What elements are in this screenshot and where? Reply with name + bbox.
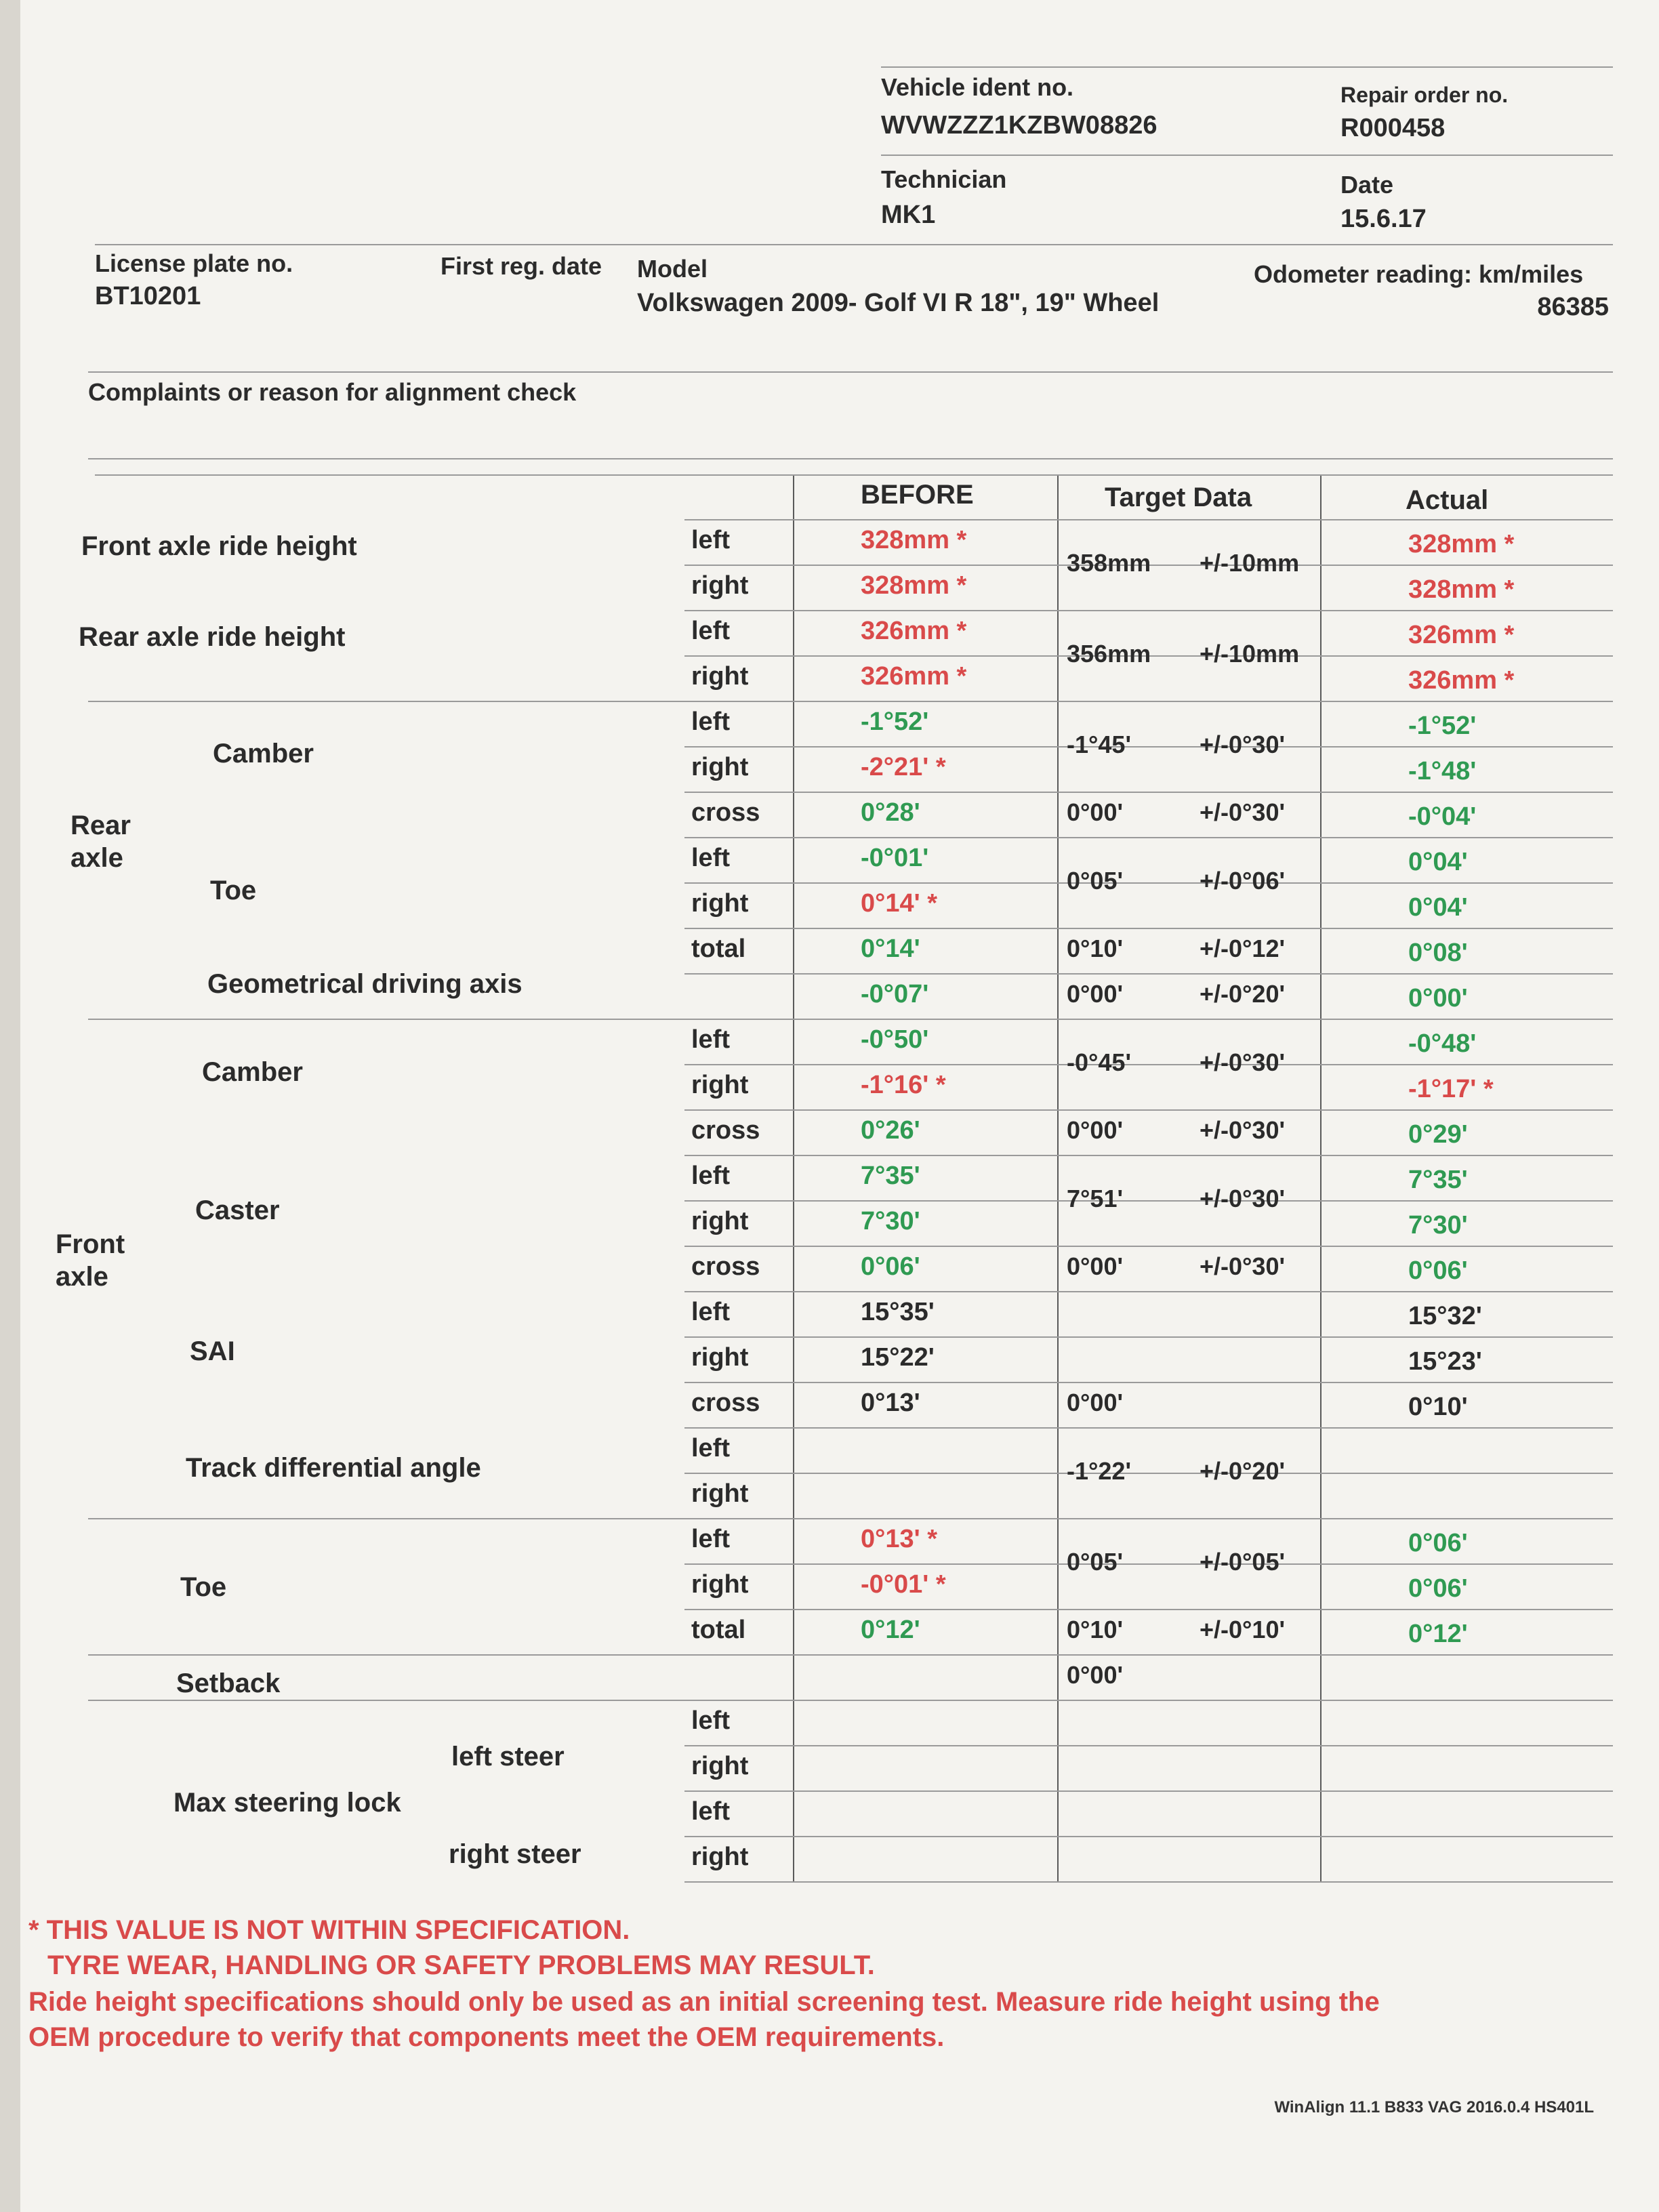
target-value: 0°10' [1067, 1616, 1124, 1643]
actual-value: 328mm * [1408, 575, 1515, 604]
odometer-value: 86385 [1537, 293, 1609, 321]
target-tolerance: +/-10mm [1200, 548, 1300, 577]
table-row-divider [684, 1336, 1613, 1338]
row-side-label: cross [691, 1389, 760, 1417]
actual-value: -1°48' [1408, 757, 1477, 785]
track-differential-angle-label: Track differential angle [186, 1453, 481, 1483]
actual-value: 326mm * [1408, 666, 1515, 695]
footer-warning-2: TYRE WEAR, HANDLING OR SAFETY PROBLEMS MAY RESULT. [47, 1950, 875, 1980]
before-value: 328mm * [861, 526, 967, 554]
before-value: -1°52' [861, 708, 929, 736]
left-steer-label: left steer [451, 1742, 565, 1771]
before-value: 328mm * [861, 571, 967, 600]
actual-value: 0°06' [1408, 1256, 1468, 1285]
target-value: 0°00' [1067, 1389, 1124, 1416]
actual-value: 0°08' [1408, 939, 1468, 967]
rear-axle-label-1: Rear [70, 811, 131, 840]
actual-value: 0°00' [1408, 984, 1468, 1012]
row-side-label: cross [691, 1252, 760, 1281]
row-side-label: left [691, 617, 730, 645]
actual-value: 0°29' [1408, 1120, 1468, 1149]
table-group-divider [88, 1700, 1613, 1701]
actual-value: 7°35' [1408, 1166, 1468, 1194]
target-value: 0°00' [1067, 980, 1124, 1008]
before-value: 0°06' [861, 1252, 920, 1281]
table-row-divider [684, 746, 1613, 747]
actual-value: 0°04' [1408, 893, 1468, 922]
target-column-header: Target Data [1105, 483, 1252, 512]
table-column-divider [1057, 474, 1059, 1881]
actual-value: 0°12' [1408, 1620, 1468, 1648]
row-side-label: cross [691, 1116, 760, 1145]
before-value: -0°01' [861, 844, 929, 872]
row-side-label: cross [691, 798, 760, 827]
table-row-divider [684, 1563, 1613, 1565]
footer-warning-1: * THIS VALUE IS NOT WITHIN SPECIFICATION. [28, 1915, 630, 1945]
table-row-divider [684, 1427, 1613, 1429]
target-value: 358mm [1067, 548, 1151, 577]
header-rule [881, 155, 1613, 156]
first-reg-label: First reg. date [441, 252, 602, 280]
before-value: -1°16' * [861, 1071, 946, 1099]
before-column-header: BEFORE [861, 480, 974, 510]
technician-value: MK1 [881, 201, 936, 229]
before-value: -0°01' * [861, 1570, 946, 1599]
actual-value: 0°04' [1408, 848, 1468, 876]
header-rule [88, 371, 1613, 373]
actual-value: 326mm * [1408, 621, 1515, 649]
before-value: 7°35' [861, 1162, 920, 1190]
target-value: -1°45' [1067, 730, 1132, 758]
header-rule [95, 244, 1613, 245]
target-tolerance: +/-0°20' [1200, 1456, 1286, 1485]
table-group-divider [88, 1654, 1613, 1656]
actual-value: -0°04' [1408, 802, 1477, 831]
front-camber-label: Camber [202, 1057, 303, 1087]
target-value: -1°22' [1067, 1456, 1132, 1485]
table-row-divider [684, 1382, 1613, 1383]
right-steer-label: right steer [449, 1839, 581, 1869]
actual-value: 0°06' [1408, 1574, 1468, 1603]
row-side-label: right [691, 1752, 749, 1780]
geometrical-driving-axis-label: Geometrical driving axis [207, 969, 523, 999]
model-value: Volkswagen 2009- Golf VI R 18", 19" Wheel [637, 289, 1160, 317]
table-group-divider [88, 1019, 1613, 1020]
front-toe-label: Toe [180, 1572, 227, 1602]
row-side-label: left [691, 844, 730, 872]
table-row-divider [684, 519, 1613, 520]
header-rule [881, 66, 1613, 68]
row-side-label: right [691, 889, 749, 918]
target-tolerance: +/-0°05' [1200, 1547, 1286, 1576]
target-tolerance: +/-0°30' [1200, 1252, 1286, 1280]
technician-label: Technician [881, 165, 1007, 193]
front-axle-label-2: axle [56, 1262, 108, 1292]
before-value: 326mm * [861, 617, 967, 645]
rear-toe-label: Toe [210, 876, 257, 905]
table-row-divider [684, 1881, 1613, 1883]
date-label: Date [1340, 171, 1394, 199]
row-side-label: left [691, 1162, 730, 1190]
target-value: 0°00' [1067, 798, 1124, 826]
rear-ride-height-label: Rear axle ride height [79, 622, 346, 652]
before-value: 7°30' [861, 1207, 920, 1235]
target-value: 0°05' [1067, 866, 1124, 895]
row-side-label: left [691, 1525, 730, 1553]
actual-column-header: Actual [1406, 485, 1489, 515]
setback-label: Setback [176, 1668, 281, 1698]
row-side-label: right [691, 571, 749, 600]
row-side-label: left [691, 526, 730, 554]
table-row-divider [684, 1473, 1613, 1474]
target-tolerance: +/-0°30' [1200, 798, 1286, 826]
target-value: 356mm [1067, 639, 1151, 668]
table-group-divider [88, 701, 1613, 702]
actual-value: 15°23' [1408, 1347, 1482, 1376]
before-value: 0°14' * [861, 889, 937, 918]
before-value: 326mm * [861, 662, 967, 691]
row-side-label: total [691, 1616, 746, 1644]
row-side-label: right [691, 1843, 749, 1871]
row-side-label: total [691, 935, 746, 963]
before-value: -0°50' [861, 1025, 929, 1054]
actual-value: -1°17' * [1408, 1075, 1494, 1103]
table-row-divider [684, 973, 1613, 975]
before-value: 0°13' [861, 1389, 920, 1417]
before-value: 0°12' [861, 1616, 920, 1644]
table-row-divider [684, 1609, 1613, 1610]
target-tolerance: +/-0°06' [1200, 866, 1286, 895]
row-side-label: right [691, 1570, 749, 1599]
row-side-label: left [691, 1434, 730, 1462]
row-side-label: left [691, 1706, 730, 1735]
target-tolerance: +/-0°10' [1200, 1616, 1286, 1643]
target-value: 0°10' [1067, 935, 1124, 962]
table-row-divider [684, 1836, 1613, 1837]
max-steering-lock-label: Max steering lock [173, 1788, 401, 1818]
target-value: -0°45' [1067, 1048, 1132, 1076]
target-value: 0°00' [1067, 1661, 1124, 1689]
table-row-divider [684, 928, 1613, 929]
target-tolerance: +/-10mm [1200, 639, 1300, 668]
table-row-divider [684, 837, 1613, 838]
target-tolerance: +/-0°12' [1200, 935, 1286, 962]
header-rule [88, 458, 1613, 459]
complaints-label: Complaints or reason for alignment check [88, 378, 577, 406]
row-side-label: right [691, 1071, 749, 1099]
table-row-divider [684, 1790, 1613, 1792]
table-row-divider [684, 1200, 1613, 1202]
target-tolerance: +/-0°30' [1200, 1184, 1286, 1212]
before-value: 0°13' * [861, 1525, 937, 1553]
vin-label: Vehicle ident no. [881, 73, 1074, 101]
before-value: 0°14' [861, 935, 920, 963]
license-plate-value: BT10201 [95, 282, 201, 310]
before-value: 15°35' [861, 1298, 935, 1326]
target-value: 0°05' [1067, 1547, 1124, 1576]
table-row-divider [684, 792, 1613, 793]
table-row-divider [684, 610, 1613, 611]
front-ride-height-label: Front axle ride height [81, 531, 357, 561]
repair-order-value: R000458 [1340, 114, 1446, 142]
target-value: 0°00' [1067, 1252, 1124, 1280]
table-column-divider [793, 474, 794, 1881]
table-row-divider [684, 1064, 1613, 1065]
table-row-divider [684, 1745, 1613, 1746]
target-tolerance: +/-0°30' [1200, 1116, 1286, 1144]
odometer-label: Odometer reading: km/miles [1254, 260, 1584, 288]
row-side-label: right [691, 753, 749, 781]
before-value: 15°22' [861, 1343, 935, 1372]
table-header-rule [95, 474, 1613, 476]
sai-label: SAI [190, 1336, 235, 1366]
footer-note-2: OEM procedure to verify that components meet the OEM requirements. [28, 2022, 945, 2052]
actual-value: -0°48' [1408, 1029, 1477, 1058]
actual-value: 15°32' [1408, 1302, 1482, 1330]
actual-value: 328mm * [1408, 530, 1515, 558]
model-label: Model [637, 255, 708, 283]
target-value: 0°00' [1067, 1116, 1124, 1144]
target-tolerance: +/-0°30' [1200, 1048, 1286, 1076]
actual-value: 0°06' [1408, 1529, 1468, 1557]
front-axle-label-1: Front [56, 1229, 125, 1259]
rear-camber-label: Camber [213, 739, 314, 769]
date-value: 15.6.17 [1340, 205, 1427, 233]
table-row-divider [684, 1155, 1613, 1156]
software-version: WinAlign 11.1 B833 VAG 2016.0.4 HS401L [1274, 2098, 1594, 2116]
table-row-divider [684, 882, 1613, 884]
table-column-divider [1320, 474, 1322, 1881]
alignment-report-sheet [20, 0, 1659, 2212]
actual-value: -1°52' [1408, 712, 1477, 740]
before-value: 0°28' [861, 798, 920, 827]
vin-value: WVWZZZ1KZBW08826 [881, 111, 1158, 140]
footer-note-1: Ride height specifications should only be used as an initial screening test. Measure ride height using the [28, 1987, 1380, 2017]
target-value: 7°51' [1067, 1184, 1124, 1212]
row-side-label: right [691, 1207, 749, 1235]
table-row-divider [684, 1246, 1613, 1247]
row-side-label: right [691, 1479, 749, 1508]
license-plate-label: License plate no. [95, 249, 293, 277]
repair-order-label: Repair order no. [1340, 83, 1509, 107]
caster-label: Caster [195, 1195, 280, 1225]
actual-value: 7°30' [1408, 1211, 1468, 1240]
table-group-divider [88, 1518, 1613, 1519]
table-row-divider [684, 1291, 1613, 1292]
actual-value: 0°10' [1408, 1393, 1468, 1421]
table-row-divider [684, 1109, 1613, 1111]
rear-axle-label-2: axle [70, 843, 123, 873]
row-side-label: right [691, 662, 749, 691]
target-tolerance: +/-0°20' [1200, 980, 1286, 1008]
row-side-label: right [691, 1343, 749, 1372]
row-side-label: left [691, 1797, 730, 1826]
before-value: 0°26' [861, 1116, 920, 1145]
row-side-label: left [691, 708, 730, 736]
before-value: -2°21' * [861, 753, 946, 781]
row-side-label: left [691, 1298, 730, 1326]
target-tolerance: +/-0°30' [1200, 730, 1286, 758]
row-side-label: left [691, 1025, 730, 1054]
before-value: -0°07' [861, 980, 929, 1008]
